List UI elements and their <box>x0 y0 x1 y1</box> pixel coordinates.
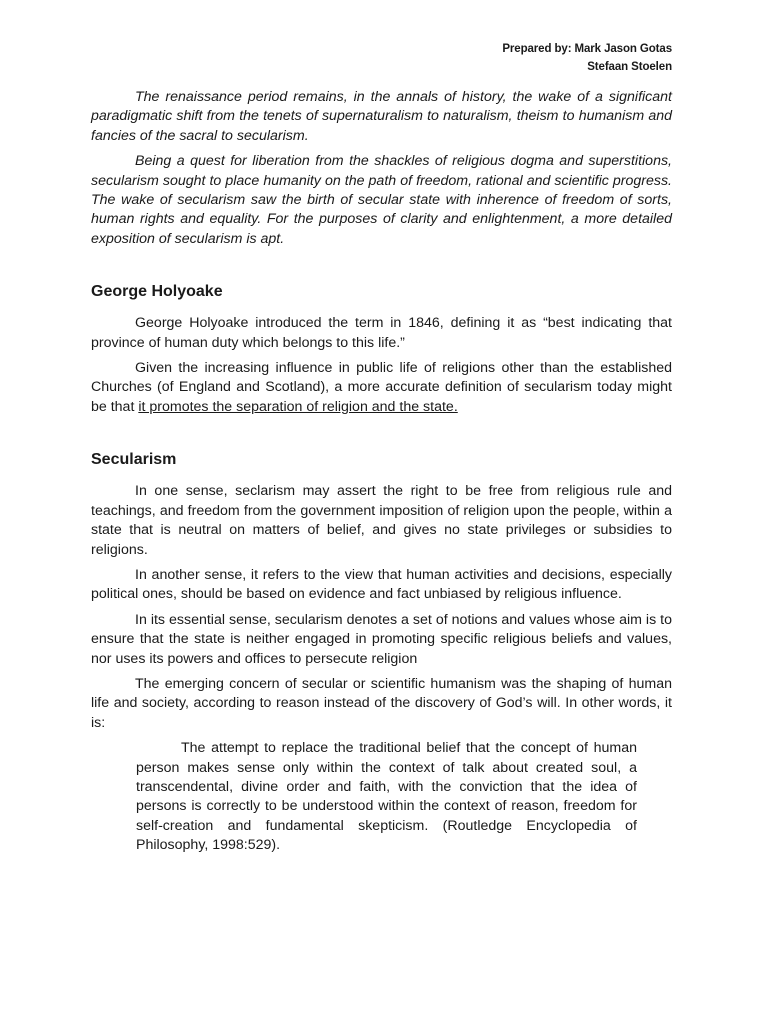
holyoake-paragraph-2-text: Given the increasing influence in public life of religions other than the established Churches (of England and Scotland), a more accurate definition of secularism today might be that <box>91 360 672 415</box>
secularism-paragraph-1: In one sense, seclarism may assert the right to be free from religious rule and teachings, and freedom from the government imposition of religion upon the people, within a state that is neutral on matters of belief, and gives no state privileges or subsidies to religions. <box>91 483 672 558</box>
holyoake-paragraph-1: George Holyoake introduced the term in 1846, defining it as “best indicating that province of human duty which belongs to this life.” <box>91 315 672 351</box>
author-block <box>91 40 672 76</box>
secularism-paragraph-4: The emerging concern of secular or scientific humanism was the shaping of human life and society, according to reason instead of the discovery of God’s will. In other words, it is: <box>91 675 672 731</box>
second-author: Stefaan Stoelen <box>587 61 672 73</box>
secularism-paragraph-3: In its essential sense, secularism denotes a set of notions and values whose aim is to ensure that the state is neither engaged in promoting specific religious beliefs and values, nor uses its powers and offices to persecute religion <box>91 611 672 667</box>
section-heading-holyoake: George Holyoake <box>91 283 223 301</box>
quote-text: The attempt to replace the traditional belief that the concept of human person makes sense only within the context of talk about created soul, a transcendental, divine order and faith, with the conviction that the idea of persons is correctly to be understood within the context of reason, freedom for self-creation and fundamental skepticism. (Routledge Encyclopedia of Philosophy, 1998:529). <box>136 740 637 854</box>
section-heading-secularism: Secularism <box>91 451 177 469</box>
secularism-paragraph-2: In another sense, it refers to the view that human activities and decisions, especially political ones, should be based on evidence and fact unbiased by religious influence. <box>91 566 672 603</box>
prepared-by-line: Prepared by: Mark Jason Gotas <box>502 43 672 55</box>
underlined-definition: it promotes the separation of religion and the state. <box>138 398 458 415</box>
document-page <box>91 40 672 856</box>
block-quote <box>91 739 672 855</box>
intro-paragraph-2: Being a quest for liberation from the shackles of religious dogma and superstitions, secularism sought to place humanity on the path of freedom, rational and scientific progress. The wake of secularism saw the birth of secular state with inherence of freedom of sorts, human rights and equality. For the purposes of clarity and enlightenment, a more detailed exposition of secularism is apt. <box>91 153 672 247</box>
intro-paragraph-1: The renaissance period remains, in the annals of history, the wake of a significant paradigmatic shift from the tenets of supernaturalism to naturalism, theism to humanism and fancies of the sacral to secularism. <box>91 89 672 144</box>
holyoake-paragraph-2 <box>91 359 672 417</box>
